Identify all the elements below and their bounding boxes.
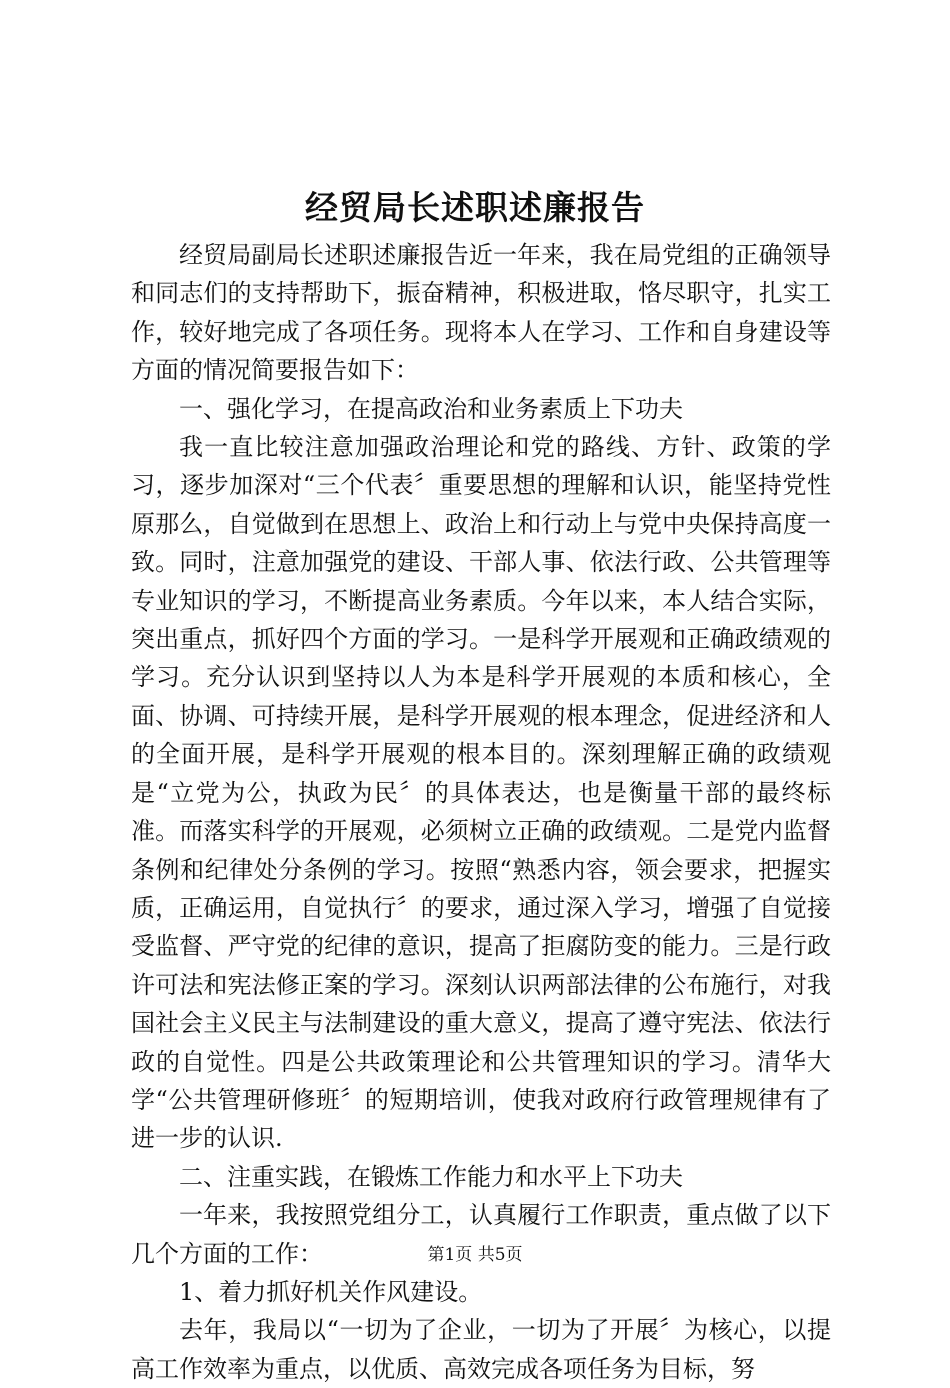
document-title: 经贸局长述职述廉报告 [305, 188, 645, 227]
work-intro-paragraph: 一年来，我按照党组分工，认真履行工作职责，重点做了以下几个方面的工作： [131, 1201, 831, 1268]
section-heading-1: 一、强化学习，在提高政治和业务素质上下功夫 [179, 394, 683, 423]
study-paragraph: 我一直比较注意加强政治理论和党的路线、方针、政策的学习，逐步加深对“三个代表〞重要思想的理解和认识，能坚持党性原那么，自觉做到在思想上、政治上和行动上与党中央保持高度一致。同时，注意加强党的建设、干部人事、依法行政、公共管理等专业知识的学习，不断提高业务素质。今年以来，本人结合实际，突出重点，抓好四个方面的学习。一是科学开展观和正确政绩观的学习。充分认识到坚持以人为本是科学开展观的本质和核心，全面、协调、可持续开展，是科学开展观的根本理念，促进经济和人的全面开展，是科学开展观的根本目的。深刻理解正确的政绩观是“立党为公，执政为民〞的具体表达，也是衡量干部的最终标准。而落实科学的开展观，必须树立正确的政绩观。二是党内监督条例和纪律处分条例的学习。按照“熟悉内容，领会要求，把握实质，正确运用，自觉执行〞的要求，通过深入学习，增强了自觉接受监督、严守党的纪律的意识，提高了拒腐防变的能力。三是行政许可法和宪法修正案的学习。深刻认识两部法律的公布施行，对我国社会主义民主与法制建设的重大意义，提高了遵守宪法、依法行政的自觉性。四是公共政策理论和公共管理知识的学习。清华大学“公共管理研修班〞的短期培训，使我对政府行政管理规律有了进一步的认识. [131, 433, 831, 1153]
intro-paragraph: 经贸局副局长述职述廉报告近一年来，我在局党组的正确领导和同志们的支持帮助下，振奋精神，积极进取，恪尽职守，扎实工作，较好地完成了各项任务。现将本人在学习、工作和自身建设等方面的情况简要报告如下： [131, 241, 831, 385]
page-footer: 第1页 共5页 [427, 1245, 523, 1265]
document-body [131, 236, 831, 1388]
work-style-paragraph: 去年，我局以“一切为了企业，一切为了开展〞为核心，以提高工作效率为重点，以优质、高效完成各项任务为目标，努 [131, 1316, 831, 1383]
subsection-heading-1: 1、着力抓好机关作风建设。 [179, 1277, 483, 1306]
section-heading-2: 二、注重实践，在锻炼工作能力和水平上下功夫 [179, 1162, 683, 1191]
